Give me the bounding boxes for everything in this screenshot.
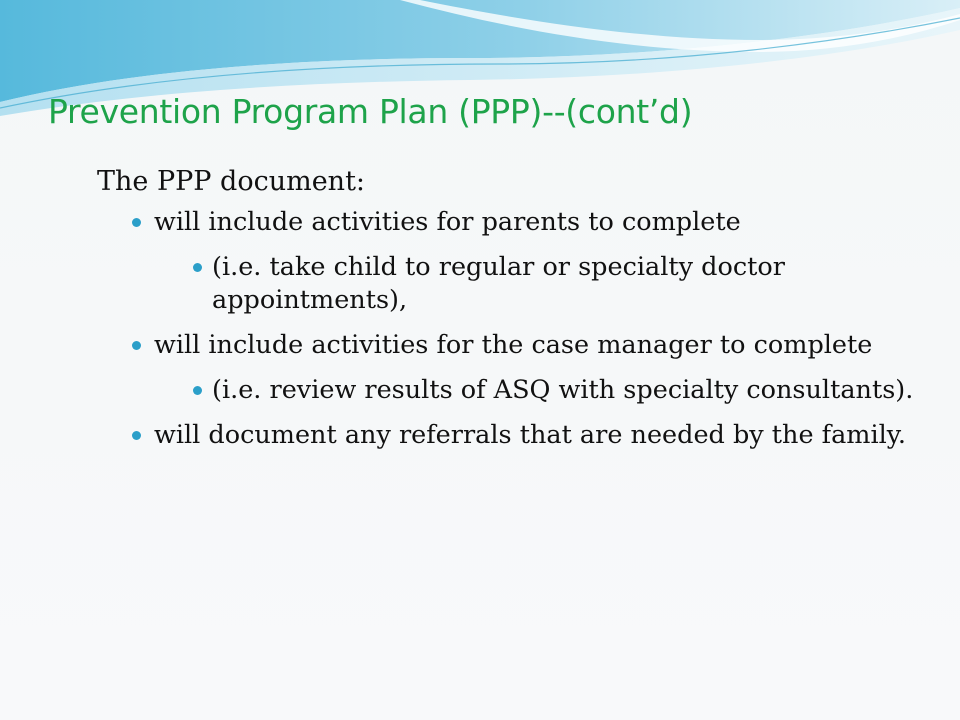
bullet-text: will include activities for parents to complete	[154, 207, 741, 237]
sub-bullet-text: (i.e. review results of ASQ with specialty consultants).	[212, 375, 914, 405]
bullet-item	[97, 419, 937, 452]
bullet-dot-icon	[132, 431, 141, 440]
bullet-dot-icon	[193, 386, 202, 395]
intro-text: The PPP document:	[97, 166, 366, 197]
slide-body	[97, 162, 937, 464]
bullet-list	[97, 206, 937, 452]
bullet-dot-icon	[132, 218, 141, 227]
bullet-item	[97, 206, 937, 239]
bullet-dot-icon	[132, 341, 141, 350]
bullet-text: will document any referrals that are needed by the family.	[154, 420, 906, 450]
bullet-dot-icon	[193, 263, 202, 272]
slide-title: Prevention Program Plan (PPP)--(cont’d)	[48, 92, 693, 131]
sub-bullet-item	[97, 251, 937, 317]
sub-bullet-item	[97, 374, 937, 407]
sub-bullet-text: (i.e. take child to regular or specialty doctor appointments),	[212, 252, 785, 315]
bullet-item	[97, 329, 937, 362]
bullet-text: will include activities for the case manager to complete	[154, 330, 873, 360]
